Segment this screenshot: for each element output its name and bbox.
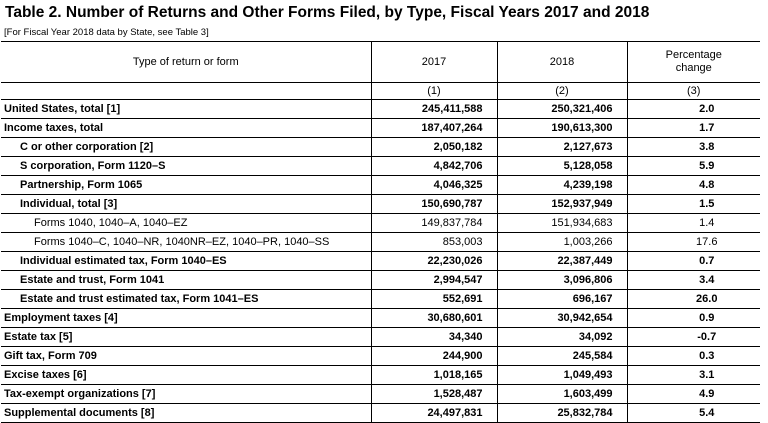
value-2018: 190,613,300 bbox=[497, 119, 627, 138]
percentage-change-value: 26.0 bbox=[627, 290, 760, 309]
value-2018: 250,321,406 bbox=[497, 100, 627, 119]
value-2018: 245,584 bbox=[497, 347, 627, 366]
value-2018: 30,942,654 bbox=[497, 309, 627, 328]
row-label: Partnership, Form 1065 bbox=[1, 176, 371, 195]
column-number-2: (2) bbox=[497, 83, 627, 100]
table-row bbox=[1, 366, 760, 385]
percentage-change-value: 1.4 bbox=[627, 214, 760, 233]
value-2017: 30,680,601 bbox=[371, 309, 497, 328]
table-row bbox=[1, 100, 760, 119]
value-2018: 4,239,198 bbox=[497, 176, 627, 195]
value-2017: 4,842,706 bbox=[371, 157, 497, 176]
table-row bbox=[1, 271, 760, 290]
header-type: Type of return or form bbox=[1, 42, 371, 83]
value-2018: 34,092 bbox=[497, 328, 627, 347]
row-label: Estate and trust estimated tax, Form 1041–ES bbox=[1, 290, 371, 309]
row-label: United States, total [1] bbox=[1, 100, 371, 119]
row-label: Employment taxes [4] bbox=[1, 309, 371, 328]
value-2018: 696,167 bbox=[497, 290, 627, 309]
value-2017: 24,497,831 bbox=[371, 404, 497, 423]
row-label: Individual, total [3] bbox=[1, 195, 371, 214]
percentage-change-value: 3.8 bbox=[627, 138, 760, 157]
value-2018: 151,934,683 bbox=[497, 214, 627, 233]
row-label: Gift tax, Form 709 bbox=[1, 347, 371, 366]
header-2018: 2018 bbox=[497, 42, 627, 83]
table-row bbox=[1, 119, 760, 138]
table-row bbox=[1, 404, 760, 423]
value-2018: 1,003,266 bbox=[497, 233, 627, 252]
row-label: Excise taxes [6] bbox=[1, 366, 371, 385]
row-label: Forms 1040, 1040–A, 1040–EZ bbox=[1, 214, 371, 233]
value-2018: 152,937,949 bbox=[497, 195, 627, 214]
percentage-change-value: 17.6 bbox=[627, 233, 760, 252]
table-row bbox=[1, 290, 760, 309]
value-2017: 34,340 bbox=[371, 328, 497, 347]
percentage-change-value: 1.7 bbox=[627, 119, 760, 138]
percentage-change-value: 4.8 bbox=[627, 176, 760, 195]
row-label: Income taxes, total bbox=[1, 119, 371, 138]
value-2018: 3,096,806 bbox=[497, 271, 627, 290]
percentage-change-value: 1.5 bbox=[627, 195, 760, 214]
value-2017: 2,050,182 bbox=[371, 138, 497, 157]
value-2017: 2,994,547 bbox=[371, 271, 497, 290]
percentage-change-value: 0.9 bbox=[627, 309, 760, 328]
header-pct-line2: change bbox=[675, 62, 712, 74]
percentage-change-value: -0.7 bbox=[627, 328, 760, 347]
value-2017: 245,411,588 bbox=[371, 100, 497, 119]
table-body bbox=[1, 100, 760, 423]
row-label: Tax-exempt organizations [7] bbox=[1, 385, 371, 404]
header-2017: 2017 bbox=[371, 42, 497, 83]
table-row bbox=[1, 385, 760, 404]
percentage-change-value: 3.1 bbox=[627, 366, 760, 385]
value-2017: 187,407,264 bbox=[371, 119, 497, 138]
table-row bbox=[1, 138, 760, 157]
value-2017: 853,003 bbox=[371, 233, 497, 252]
table-row bbox=[1, 233, 760, 252]
row-label: Forms 1040–C, 1040–NR, 1040NR–EZ, 1040–PR, 1040–SS bbox=[1, 233, 371, 252]
table-title: Table 2. Number of Returns and Other Forms Filed, by Type, Fiscal Years 2017 and 2018 bbox=[5, 4, 650, 21]
table-row bbox=[1, 214, 760, 233]
row-label: Estate tax [5] bbox=[1, 328, 371, 347]
table-row bbox=[1, 195, 760, 214]
table-row bbox=[1, 309, 760, 328]
value-2018: 2,127,673 bbox=[497, 138, 627, 157]
value-2018: 1,049,493 bbox=[497, 366, 627, 385]
row-label: Supplemental documents [8] bbox=[1, 404, 371, 423]
table-row bbox=[1, 176, 760, 195]
returns-table bbox=[1, 41, 760, 423]
value-2017: 149,837,784 bbox=[371, 214, 497, 233]
row-label: C or other corporation [2] bbox=[1, 138, 371, 157]
percentage-change-value: 2.0 bbox=[627, 100, 760, 119]
percentage-change-value: 5.4 bbox=[627, 404, 760, 423]
value-2018: 5,128,058 bbox=[497, 157, 627, 176]
table-subtitle: [For Fiscal Year 2018 data by State, see Table 3] bbox=[4, 27, 209, 38]
table-row bbox=[1, 252, 760, 271]
value-2018: 25,832,784 bbox=[497, 404, 627, 423]
value-2017: 1,018,165 bbox=[371, 366, 497, 385]
row-label: Individual estimated tax, Form 1040–ES bbox=[1, 252, 371, 271]
header-percentage-change bbox=[627, 42, 760, 83]
row-label: Estate and trust, Form 1041 bbox=[1, 271, 371, 290]
percentage-change-value: 4.9 bbox=[627, 385, 760, 404]
percentage-change-value: 0.3 bbox=[627, 347, 760, 366]
table-row bbox=[1, 347, 760, 366]
value-2017: 22,230,026 bbox=[371, 252, 497, 271]
column-number-3: (3) bbox=[627, 83, 760, 100]
header-blank bbox=[1, 83, 371, 100]
percentage-change-value: 3.4 bbox=[627, 271, 760, 290]
percentage-change-value: 5.9 bbox=[627, 157, 760, 176]
column-number-1: (1) bbox=[371, 83, 497, 100]
table-row bbox=[1, 157, 760, 176]
value-2017: 244,900 bbox=[371, 347, 497, 366]
value-2017: 552,691 bbox=[371, 290, 497, 309]
value-2017: 150,690,787 bbox=[371, 195, 497, 214]
percentage-change-value: 0.7 bbox=[627, 252, 760, 271]
table-row bbox=[1, 328, 760, 347]
header-pct-line1: Percentage bbox=[665, 49, 722, 61]
value-2017: 4,046,325 bbox=[371, 176, 497, 195]
row-label: S corporation, Form 1120–S bbox=[1, 157, 371, 176]
value-2018: 1,603,499 bbox=[497, 385, 627, 404]
value-2017: 1,528,487 bbox=[371, 385, 497, 404]
value-2018: 22,387,449 bbox=[497, 252, 627, 271]
